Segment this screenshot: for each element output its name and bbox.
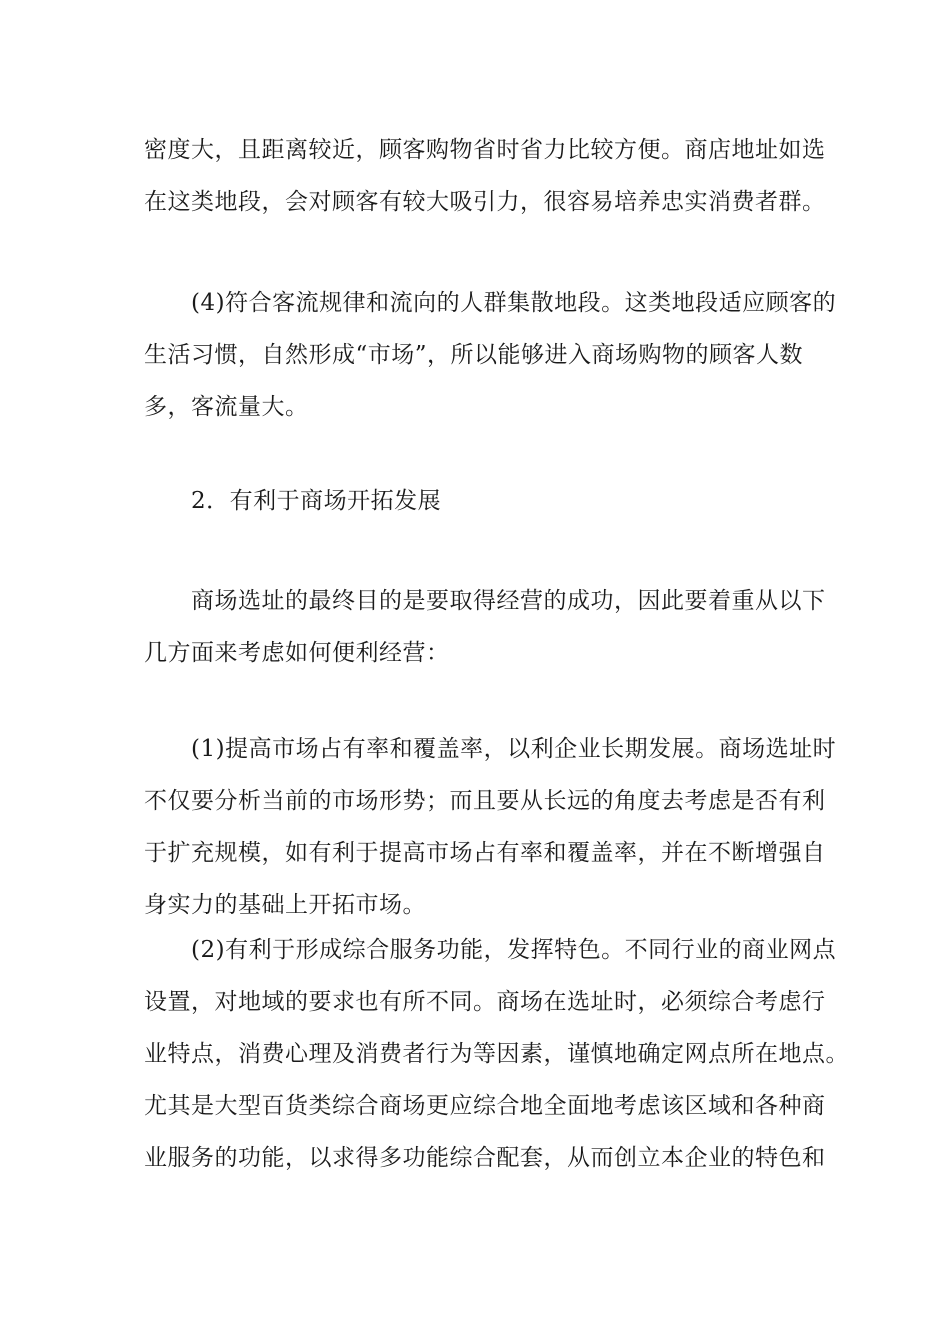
- text-line: 业服务的功能，以求得多功能综合配套，从而创立本企业的特色和: [144, 1145, 826, 1171]
- text-line: 密度大，且距离较近，顾客购物省时省力比较方便。商店地址如选: [144, 137, 826, 163]
- text-line: 商场选址的最终目的是要取得经营的成功，因此要着重从以下: [144, 588, 826, 614]
- paragraph-item-2: [144, 924, 849, 1184]
- text-line: 于扩充规模，如有利于提高市场占有率和覆盖率，并在不断增强自: [144, 840, 826, 866]
- text-line: (4)符合客流规律和流向的人群集散地段。这类地段适应顾客的: [144, 290, 837, 316]
- heading-line: 2．有利于商场开拓发展: [144, 488, 442, 514]
- text-line: 生活习惯，自然形成“市场”，所以能够进入商场购物的顾客人数: [144, 342, 804, 368]
- text-line: 业特点，消费心理及消费者行为等因素，谨慎地确定网点所在地点。: [144, 1041, 849, 1067]
- section-heading: [144, 475, 824, 527]
- text-line: 身实力的基础上开拓市场。: [144, 892, 426, 918]
- text-line: 在这类地段，会对顾客有较大吸引力，很容易培养忠实消费者群。: [144, 189, 826, 215]
- paragraph-continuation: [144, 124, 824, 228]
- text-line: (1)提高市场占有率和覆盖率，以利企业长期发展。商场选址时: [144, 736, 837, 762]
- text-line: 尤其是大型百货类综合商场更应综合地全面地考虑该区域和各种商: [144, 1093, 826, 1119]
- text-line: 多，客流量大。: [144, 394, 309, 420]
- paragraph-item-1: [144, 723, 837, 931]
- paragraph-intro: [144, 575, 824, 679]
- text-line: 不仅要分析当前的市场形势；而且要从长远的角度去考虑是否有利: [144, 788, 826, 814]
- text-line: (2)有利于形成综合服务功能，发挥特色。不同行业的商业网点: [144, 937, 837, 963]
- paragraph-item-4: [144, 277, 837, 433]
- text-line: 几方面来考虑如何便利经营：: [144, 640, 450, 666]
- text-line: 设置，对地域的要求也有所不同。商场在选址时，必须综合考虑行: [144, 989, 826, 1015]
